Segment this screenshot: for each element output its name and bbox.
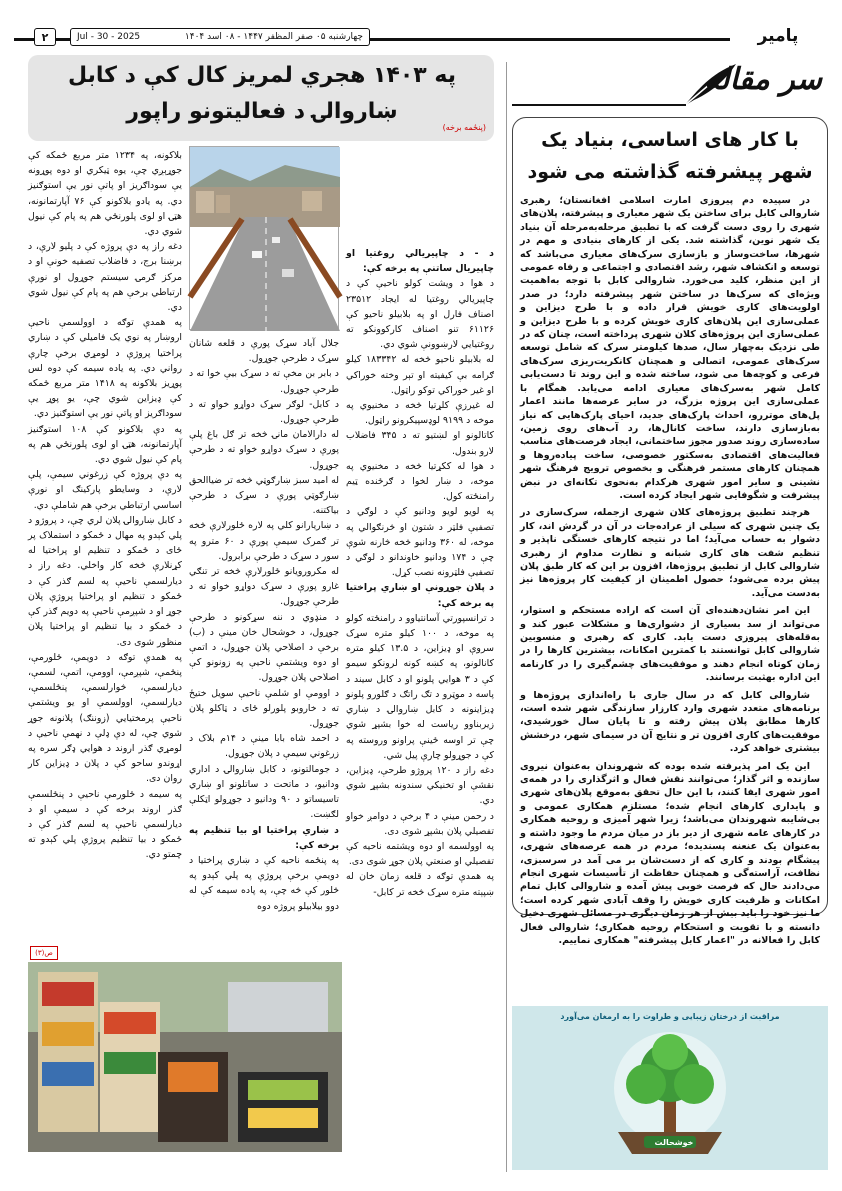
editorial-paragraph: در سپیده دم پیروزی امارت اسلامی افغانستان؛ رهبری شاروالی کابل برای ساختن یک شهر معیاری و پیشرفته، پلان‌های شهری را روی دست گرفت که با تطبیق مرحله‌به‌مرحله آن بنیاد یک شهر نوین، گذاشته شد. یکی از کارهای بنیادی و مهم در شهرها، ساخت‌وساز و بازسازی سرک‌های معیاری می‌باشد که توسعه و انکشاف شهر، رشد اقتصادی و اجتماعی و رفاه عمومی از این منظر، کلید می‌خورد. شاروالی کابل با توجه به‌اهمیت ویژه‌ای که سرک‌ها در ساختن شهر پیشرفته دارد؛ در صدر اولویت‌های کاری خویش قرار داده و با طرح دیزاین و عملی‌سازی این پلان‌های کاری خویش کرده و با طرح دیزاین و عملی‌سازی این پروژه‌های کلان شهری پرداخته است، چنان که در طی نزدیک به‌چهار سال، صدها کیلومتر سرک که شامل توسعه سرک‌های عمومی، اتصالی و همچنان کانکریت‌ریزی سرک‌های فرعی و کوچه‌ها می شود، ساخته شده و این روند تا دست‌یابی کامل شهر به‌سرک‌های معیاری ادامه می‌یابد. همگام با عملی‌سازی این پروژه بزرگ، در سایر عرصه‌ها مانند اعمار پل‌های موتررو، احداث پارک‌های جدید، احیای پارک‌هایی که نیاز به‌بازسازی دارند، ساخت کانال‌ها، رد آب‌های روی زمین، ساده‌سازی روند صدور مجوز ساختمانی، ایجاد فرصت‌های مناسب فعالیت‌های اقتصادی به‌سکتور خصوصی، ساخت پیاده‌روها و همچنان کارهای مستمر فرهنگی و بخصوص ترویج فرهنگ شهر نشینی و سایر امور شهری هرکدام به‌نحوی تکانه‌ای در نبض پیشرفت و شگوفایی شهر ایجاد کرده است. (520, 195, 820, 501)
column-divider (506, 62, 507, 1172)
paragraph: دغه راز په دې پروژه کې د پلیو لارې، د برښنا برج، د فاضلاب تصفیه خونې او د مرکز ګرمۍ سیستم جوړول او نورې ارتباطي برخې هم په پام کې نیول شوي دي. (28, 241, 182, 314)
paragraph: د جومالتونو، د کابل ښاروالۍ د اداري ودانیو، د ماتحت د ساتلونو او ښاري تاسیساتو د ۹۰ ودانیو د جوړولو اټکلې لګښت. (189, 763, 339, 821)
paragraph: په پنځمه ناحیه کې د ښاري پراختیا د دویمې برخې پروژې په پلي کېدو په څلور کې څه چې، په پاده سیمه کې له دوو بیلابیلو پروژه دوه (189, 854, 339, 912)
paragraph: له مکرورویانو ځلورلارې څخه تر تنګي غارو پورې د سړک دواړو خواو ته د طرحې جوړول. (189, 566, 339, 608)
article-column-middle (189, 336, 339, 956)
paragraph: په سیمه د ځلورمې ناحیې د پنځلسمې ګذر اروند برخه کې د سیمې او د دیارلسمې ناحیې په لسم ګذر کې د ځمکو د بیا تنظیم پروژې پلي کېدو ته چمتو دي. (28, 788, 182, 861)
editorial-paragraph: شاروالی کابل که در سال جاری با راه‌اندازی پروژه‌ها و برنامه‌های متعدد شهری وارد کارزار سازندگی شهر شده است، کارها مطابق پلان پیش رفته و تا پایان سال خورشیدی، موفقیت‌های کاری افزون تر و نتایج آن در سیمای شهر، درخشش بیشتری خواهد کرد. (520, 689, 820, 755)
editorial-divider (512, 104, 686, 106)
paragraph: له غیرزې کلړتیا څخه د مخنیوي په موخه د ۹۱۹۹ لوډسپیکرونو راټول. (346, 400, 494, 427)
paragraph: د احمد شاه بابا مینې د ۱۴م بلاک د زرغوني سیمې د پلان جوړول. (189, 733, 339, 760)
paragraph: د کابل ښاروالۍ پلان لري چې، د پروژو د پلي کېدو په مهال د ځمکو د استملاک پر ځای د ځمکو د تنظیم او پراختیا له کړنلارې څخه کار واخلي. دغه راز د دیارلسمې ناحیې په لسم ګذر کې د ځمکو د تنظیم او پراختیا پروژې پلان جوړ او د شپږمې ناحیې په دویم ګذر کې د ځمکو د بیا تنظیم او پراختیا پلان منظور شوی دی. (28, 514, 182, 648)
paragraph: په همدې توګه د قلعه زمان خان له ښپېته متره سړک څخه تر کابل- (346, 871, 494, 898)
subheading: د پلان جوړونې او ښاري پراختیا په برخه کې: (346, 582, 494, 609)
paragraph: بلاکونه، په ۱۲۳۴ متر مربع ځمکه کې جوړېږي چې، یوه ټیکري او دوه پوړونه یې سوداګریز او پاتې نور یې استوګنیز دي. په یادو بلاکونو کې ۷۶ آپارتمانونه، هټۍ او لوی پلورنځي هم په پام کې نیول شوي دي. (28, 150, 183, 238)
paragraph: د هوا د ویشت کولو ناحیې کې د چاپیریالي روغتیا له ایجاد ۲۳۵۱۲ اصناف فارل او په بلابیلو ناحیو کې ۶۱۱۲۶ تنو اصناف کارکوونکو ته روغتیایي لارښوونې شوي دي. (346, 278, 494, 351)
continued-page-badge: ص(٣) (30, 946, 58, 960)
page-number: ۲ (34, 28, 56, 46)
promo-badge: خوشحالت (654, 1138, 694, 1147)
subheading: د - د چاپیریالي روغتیا او چاپیریال ساتنې په برخه کې: (346, 248, 494, 275)
goods-photo-illustration (28, 962, 342, 1152)
paragraph: له بلابیلو ناحیو څخه له ۱۸۳۳۴۲ کیلو ګرامه بې کیفیته او تېر وخته خوراکي او غیر خوراکي توکو راټول. (346, 354, 494, 396)
paragraph: په همدې توګه د اوولسمې ناحیې اروښار په نوي یک فامیلي کې د ښاري پراختیا پروژې د لومړي برخې چارې رواني دي. په یاده سیمه کې دوه لس پوړیز بلاکونه په ۱۴۱۸ متر مربع ځمکه کې ډیزاین شوي چې، یو پوړ یې سوداګریز او پاتې نور یې استوګنیز دي. (28, 317, 182, 420)
paragraph: په همدې توګه د دویمې، ځلورمې، پنځمې، شپږمې، اوومې، اتمې، لسمې، دیارلسمې، څوارلسمې، پنځلسمې، دیارلسمې، اوولسمې او یو ویشتمې ناحیې پرمختیایي (زوننګ) پلانونه جوړ شوي چې، له دې ډلې د نهمې ناحیې د لومړي ګذر اروند د هوایي ډګر سره په اړوندو ساحو کې د پلان د ډیزاین کار روان دی. (28, 651, 182, 785)
paragraph: کاتالونو او لښتیو ته د ۳۴۵ فاضلاب لارو بندول. (346, 430, 494, 457)
editorial-paragraph: این امر نشان‌دهنده‌ای آن است که اراده مستحکم و استوار، می‌تواند از سد بسیاری از دشواری‌ها و مشکلات عبور کند و به‌قله‌های پیروزی دست یابد. کاری که رهبری و منسوبین شاروالی کابل توانستند با کمترین امکانات، بیشترین کارها را در زمان کوتاه انجام دهند و موفقیت‌های چشم‌گیری را در کارنامه این اداره بهثبت برسانند. (520, 605, 820, 684)
paper-name: پامیر (738, 26, 818, 48)
editorial-label (680, 56, 830, 116)
article-column-left (28, 148, 182, 944)
paragraph: د کابل- لوګر سړک دواړو خواو ته د طرحې جوړول. (189, 398, 339, 426)
editorial-section-title: سر مقاله (704, 62, 822, 97)
paragraph: په لویو لویو ودانیو کې د لوګي د تصفیې فلټر د شتون او څرنګوالي په موخه، له ۳۶۰ ودانیو څخه څارنه شوې چې د ۱۷۴ ودانیو خاوندانو د لوګي د تصفیې فلټرونه نصب کړل. (346, 506, 494, 579)
paragraph: د ښاریارانو کلي په لاره ځلورلارې څخه تر ګمرک سیمې پورې د ۶۰ مترو په سور د سړک د طرحې برابرول. (189, 520, 339, 562)
paragraph: د اوومې او شلمې ناحیې سویل ختیځ ته د خاروبو پلورلو ځای د ټاکلو پلان جوړول. (189, 687, 339, 730)
paragraph: د منډوي د ننه سړکونو د طرحې جوړول، د خوشحال خان مینې د (ب) برخې د اصلاحي پلان جوړول، د اتمې او دوه ویشتمې ناحیې په زونونو کې اصلاحي پلان جوړول. (189, 611, 339, 684)
paragraph: د رحمن مینې د ۴ برخې د دوامږ خواو تفصیلي پلان بشپړ شوی دی. (346, 810, 494, 837)
paragraph: په دې پروژه کې زرغوني سیمې، پلې لارې، د وسایطو پارکینګ او نورې اساسي ارتباطي برخې هم شاملې دي. (28, 469, 182, 511)
editorial-headline: با کار های اساسی، بنیاد یک شهر پیشرفته گذاشته می شود (527, 129, 813, 183)
paragraph: د ترانسپورتي آسانتیاوو د رامنځته کولو په موخه، د ۱۰۰ کیلو متره سړک سروې او ډیزاین، د ۱۳.۵ کیلو متره کانالونو، په کښه کونه لرونکو سیمو کې د ۳ هوایي پلونو او د کابل سیند د پاسه د موټرو د تګ راتګ د ګلورو پلونو ډیزاینونه د کابل ښاروالۍ د ښاري زیربناوو ریاست له خوا بشپړ شوي چې تر اوسه ځینې پراونو وروسته په کې د جوړولو چارې پیل شي. (346, 612, 494, 761)
article-column-right (346, 246, 494, 1150)
road-photo-illustration (190, 147, 340, 331)
paragraph: د هوا له ککړتیا څخه د مخنیوي په موخه، د ښار لخوا د ګرځنده ټیم رامنځته کول. (346, 460, 494, 503)
paragraph: دغه راز د ۱۲۰ پروژو طرحې، ډیزاین، نقشې او تخنیکي سندونه بشپړ شوي دي. (346, 764, 494, 807)
promo-caption: مراقبت از درختان زیبایی و طراوت را به ارمغان می‌آورد (560, 1012, 780, 1021)
date-bar (70, 28, 370, 46)
article-part-label: (پنځمه برخه) (442, 123, 486, 132)
date-english: Jul - 30 - 2025 (77, 32, 141, 42)
paragraph: له امید سبز ښارګوټي څخه تر ضیاالحق ښارګوټي پورې د سړک د طرحې بیاکتنه. (189, 474, 339, 517)
confiscated-goods-photo (28, 962, 342, 1152)
paragraph: له دارالامان مانۍ څخه تر ګل باغ پلې پورې د سړک دواړو خواو ته د طرحې جوړول. (189, 429, 339, 471)
article-headline: په ۱۴۰۳ هجري لمریز کال کې د کابل ښاروالۍ د فعالیتونو راپور (68, 63, 456, 124)
road-bridge-photo (189, 146, 339, 330)
paragraph: په دې بلاکونو کې ۱۰۸ استوګنیز آپارتمانونه، هټۍ او لوی پلورنځي هم په پام کې نیول شوي دي. (28, 423, 183, 466)
paragraph: په اوولسمه او دوه ویشتمه ناحیه کې تفصیلي او صنعتي پلان جوړ شوی دی. (346, 840, 494, 868)
paragraph: د بابر بن مخې ته د سړک بيې خوا ته د طرحې جوړول. (189, 368, 339, 395)
paragraph: جلال آباد سړک پورې د قلعه شانان سړک د طرحې جوړول. (189, 338, 339, 365)
editorial-paragraph: هرچند تطبیق پروژه‌های کلان شهری از‌جمله، سرک‌سازی در یک چنین شهری که سیلی از عراده‌جات در آن در گردش اند، کار دشوار به حساب می‌آید؛ اما در نتیجه کارهای خستگی ناپذیر و تنظیم شفت های کاری شبانه و نظارت مداوم از رهبری شاروالی کابل از تطبیق پروژه‌ها، افزون بر این که کار طبق پلان پیش برده می‌شود؛ حصول اطمینان از کیفیت کار پروژه‌ها نیز به‌دست می‌آید. (520, 507, 820, 599)
editorial-paragraph: این یک امر پذیرفته شده بوده که شهروندان به‌عنوان نیروی سازنده و اثر گذار؛ می‌توانند نقش فعال و اثرگذاری را در همه‌ی امور شهری ایفا کنند، با این حال تحقق به‌موقع پلان‌های شهری و پایداری کارهای انجام شده؛ مستلزم همکاری عمومی و بی‌شایبه شهروندان می‌باشد؛ زیرا شهر آمیزی و روحیه همکاری در کارهای عامه شهری از دیر باز در میان مردم ما وجود داشته و به‌عنوان یک عنعنه پسندیده؛ مردم در همه عرصه‌های شهری، پیشگام بودند و کاری که از دست‌شان بر می آمد در سرسبزی، نظافت، آراسته‌گی و همچنان حفاظت از تأسیسات شهری انجام می‌دادند حال که فرصت خوبی پیش آمده و شاروالی کابل تمام امکانات و ظرفیت کاری خویش را وقف آبادی شهر کرده است؛ ما نیز خود را باید بیش از هر زمان دیگری در مسائل شهری دخیل دانسته و با تقویت و استحکام روحیه همکاری؛ شاروالی فعال کابل را فعالانه در "اعمار کابل پیشرفته" همکاری نماییم. (520, 760, 820, 946)
editorial-body (520, 194, 820, 946)
subheading: د ښاري پراختیا او بیا تنظیم په برخه کې: (189, 824, 339, 851)
date-persian: چهارشنبه ۰۵ صفر المظفر ۱۴۴۷ - ۰۸ اسد ۱۴۰۴ (184, 32, 363, 42)
